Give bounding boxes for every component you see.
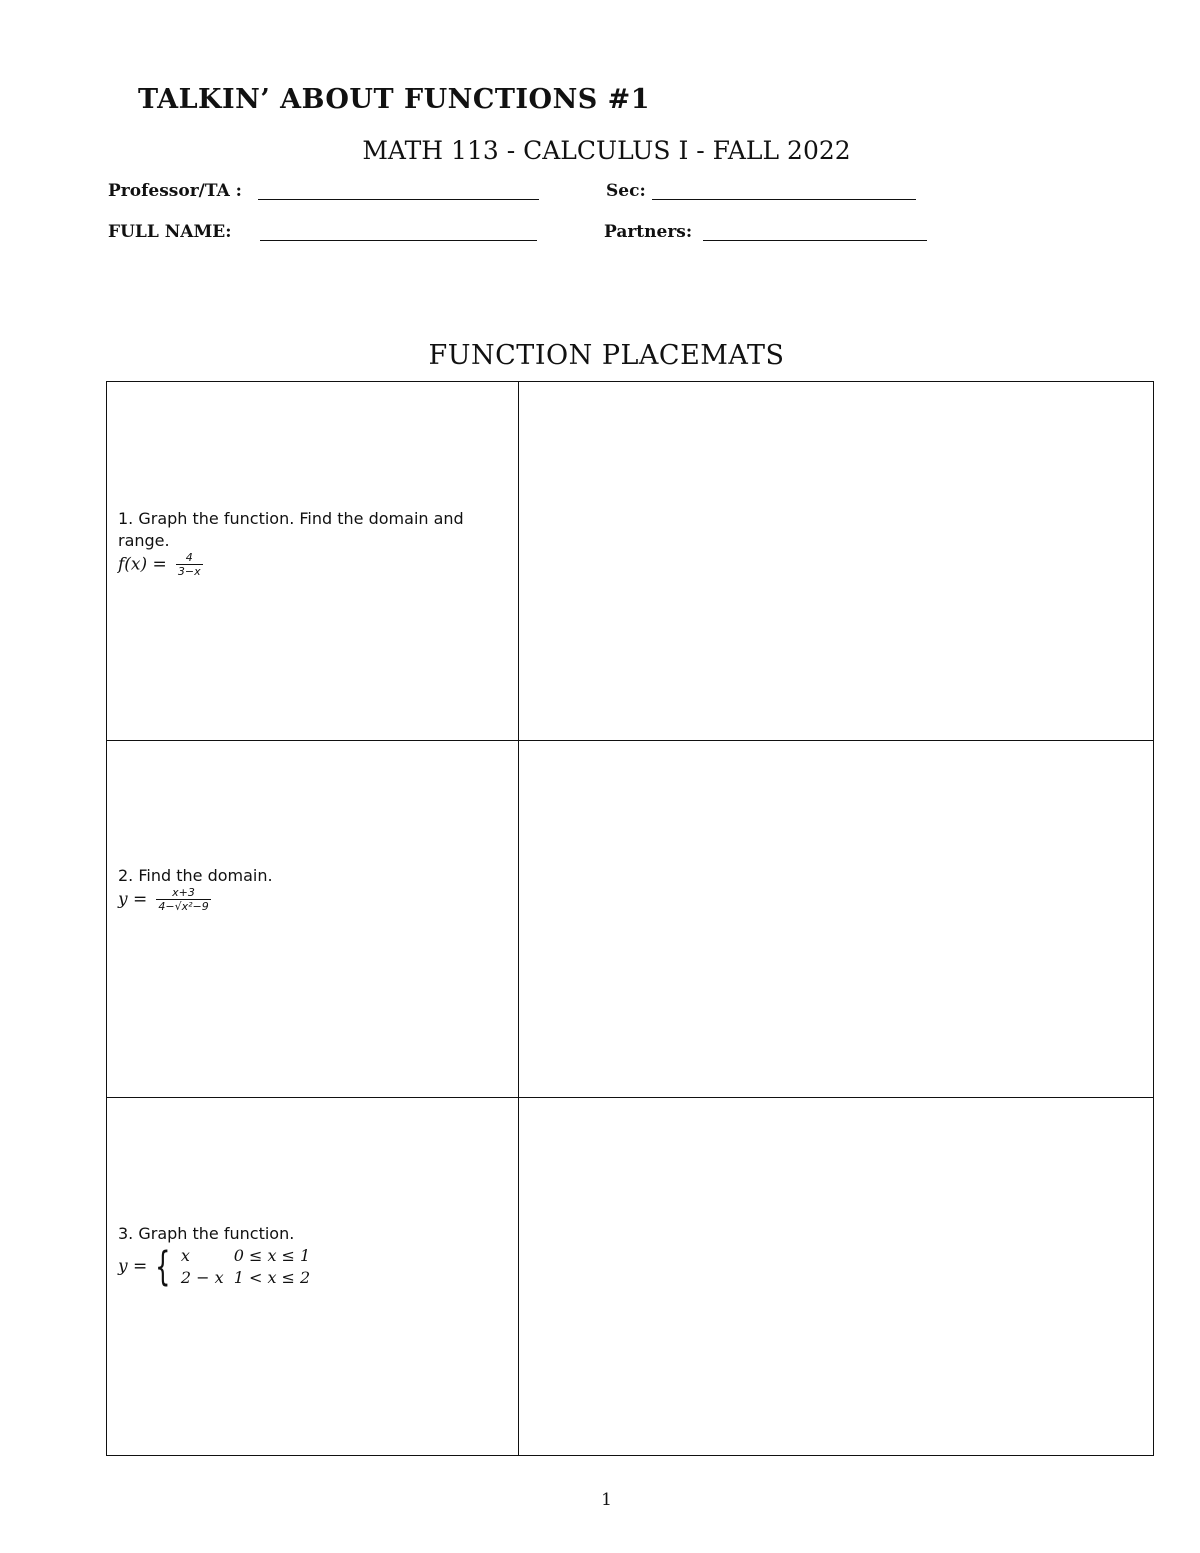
problem-1-denominator: 3−x: [177, 565, 201, 578]
problem-2: [118, 865, 513, 913]
problem-1-prompt: 1. Graph the function. Find the domain and range.: [118, 509, 464, 550]
problem-3-prompt: 3. Graph the function.: [118, 1224, 295, 1243]
problem-2-numerator: x+3: [156, 887, 210, 900]
problem-1-lhs: f(x) =: [118, 554, 167, 575]
case-expr: x: [180, 1246, 190, 1265]
grid-vertical-divider: [518, 381, 519, 1456]
professor-label: Professor/TA :: [108, 181, 242, 201]
problem-2-formula: [118, 887, 513, 913]
problem-1-formula: [118, 552, 513, 578]
problem-3-lhs: y =: [118, 1256, 148, 1277]
case-row: [179, 1245, 318, 1267]
problem-2-prompt: 2. Find the domain.: [118, 866, 273, 885]
problem-2-lhs: y =: [118, 889, 148, 910]
course-subtitle: MATH 113 - CALCULUS I - FALL 2022: [362, 136, 851, 165]
problem-2-denominator: 4−√x²−9: [158, 900, 209, 913]
grid-row-divider: [106, 1097, 1154, 1098]
problem-1-fraction: [176, 552, 203, 578]
answer-area-3[interactable]: [520, 1099, 1152, 1454]
problem-1: [118, 508, 513, 578]
section-title: FUNCTION PLACEMATS: [428, 340, 785, 371]
full-name-label: FULL NAME:: [108, 222, 232, 242]
problem-3: [118, 1223, 513, 1289]
problem-1-numerator: 4: [176, 552, 203, 565]
partners-label: Partners:: [604, 222, 693, 242]
worksheet-title: TALKIN’ ABOUT FUNCTIONS #1: [138, 84, 651, 115]
piecewise-cases: [179, 1245, 318, 1289]
left-brace-icon: {: [155, 1244, 171, 1290]
case-expr: 2 − x: [180, 1268, 224, 1287]
professor-field[interactable]: [258, 199, 539, 200]
case-cond: 0 ≤ x ≤ 1: [233, 1246, 311, 1265]
sec-field[interactable]: [652, 199, 916, 200]
page-number: 1: [601, 1490, 612, 1510]
case-cond: 1 < x ≤ 2: [233, 1268, 311, 1287]
grid-row-divider: [106, 740, 1154, 741]
problem-3-formula: [118, 1245, 513, 1289]
partners-field[interactable]: [703, 240, 927, 241]
sec-label: Sec:: [606, 181, 646, 201]
case-row: [179, 1267, 318, 1289]
full-name-field[interactable]: [260, 240, 537, 241]
problem-2-fraction: [156, 887, 210, 913]
answer-area-2[interactable]: [520, 742, 1152, 1096]
answer-area-1[interactable]: [520, 383, 1152, 739]
